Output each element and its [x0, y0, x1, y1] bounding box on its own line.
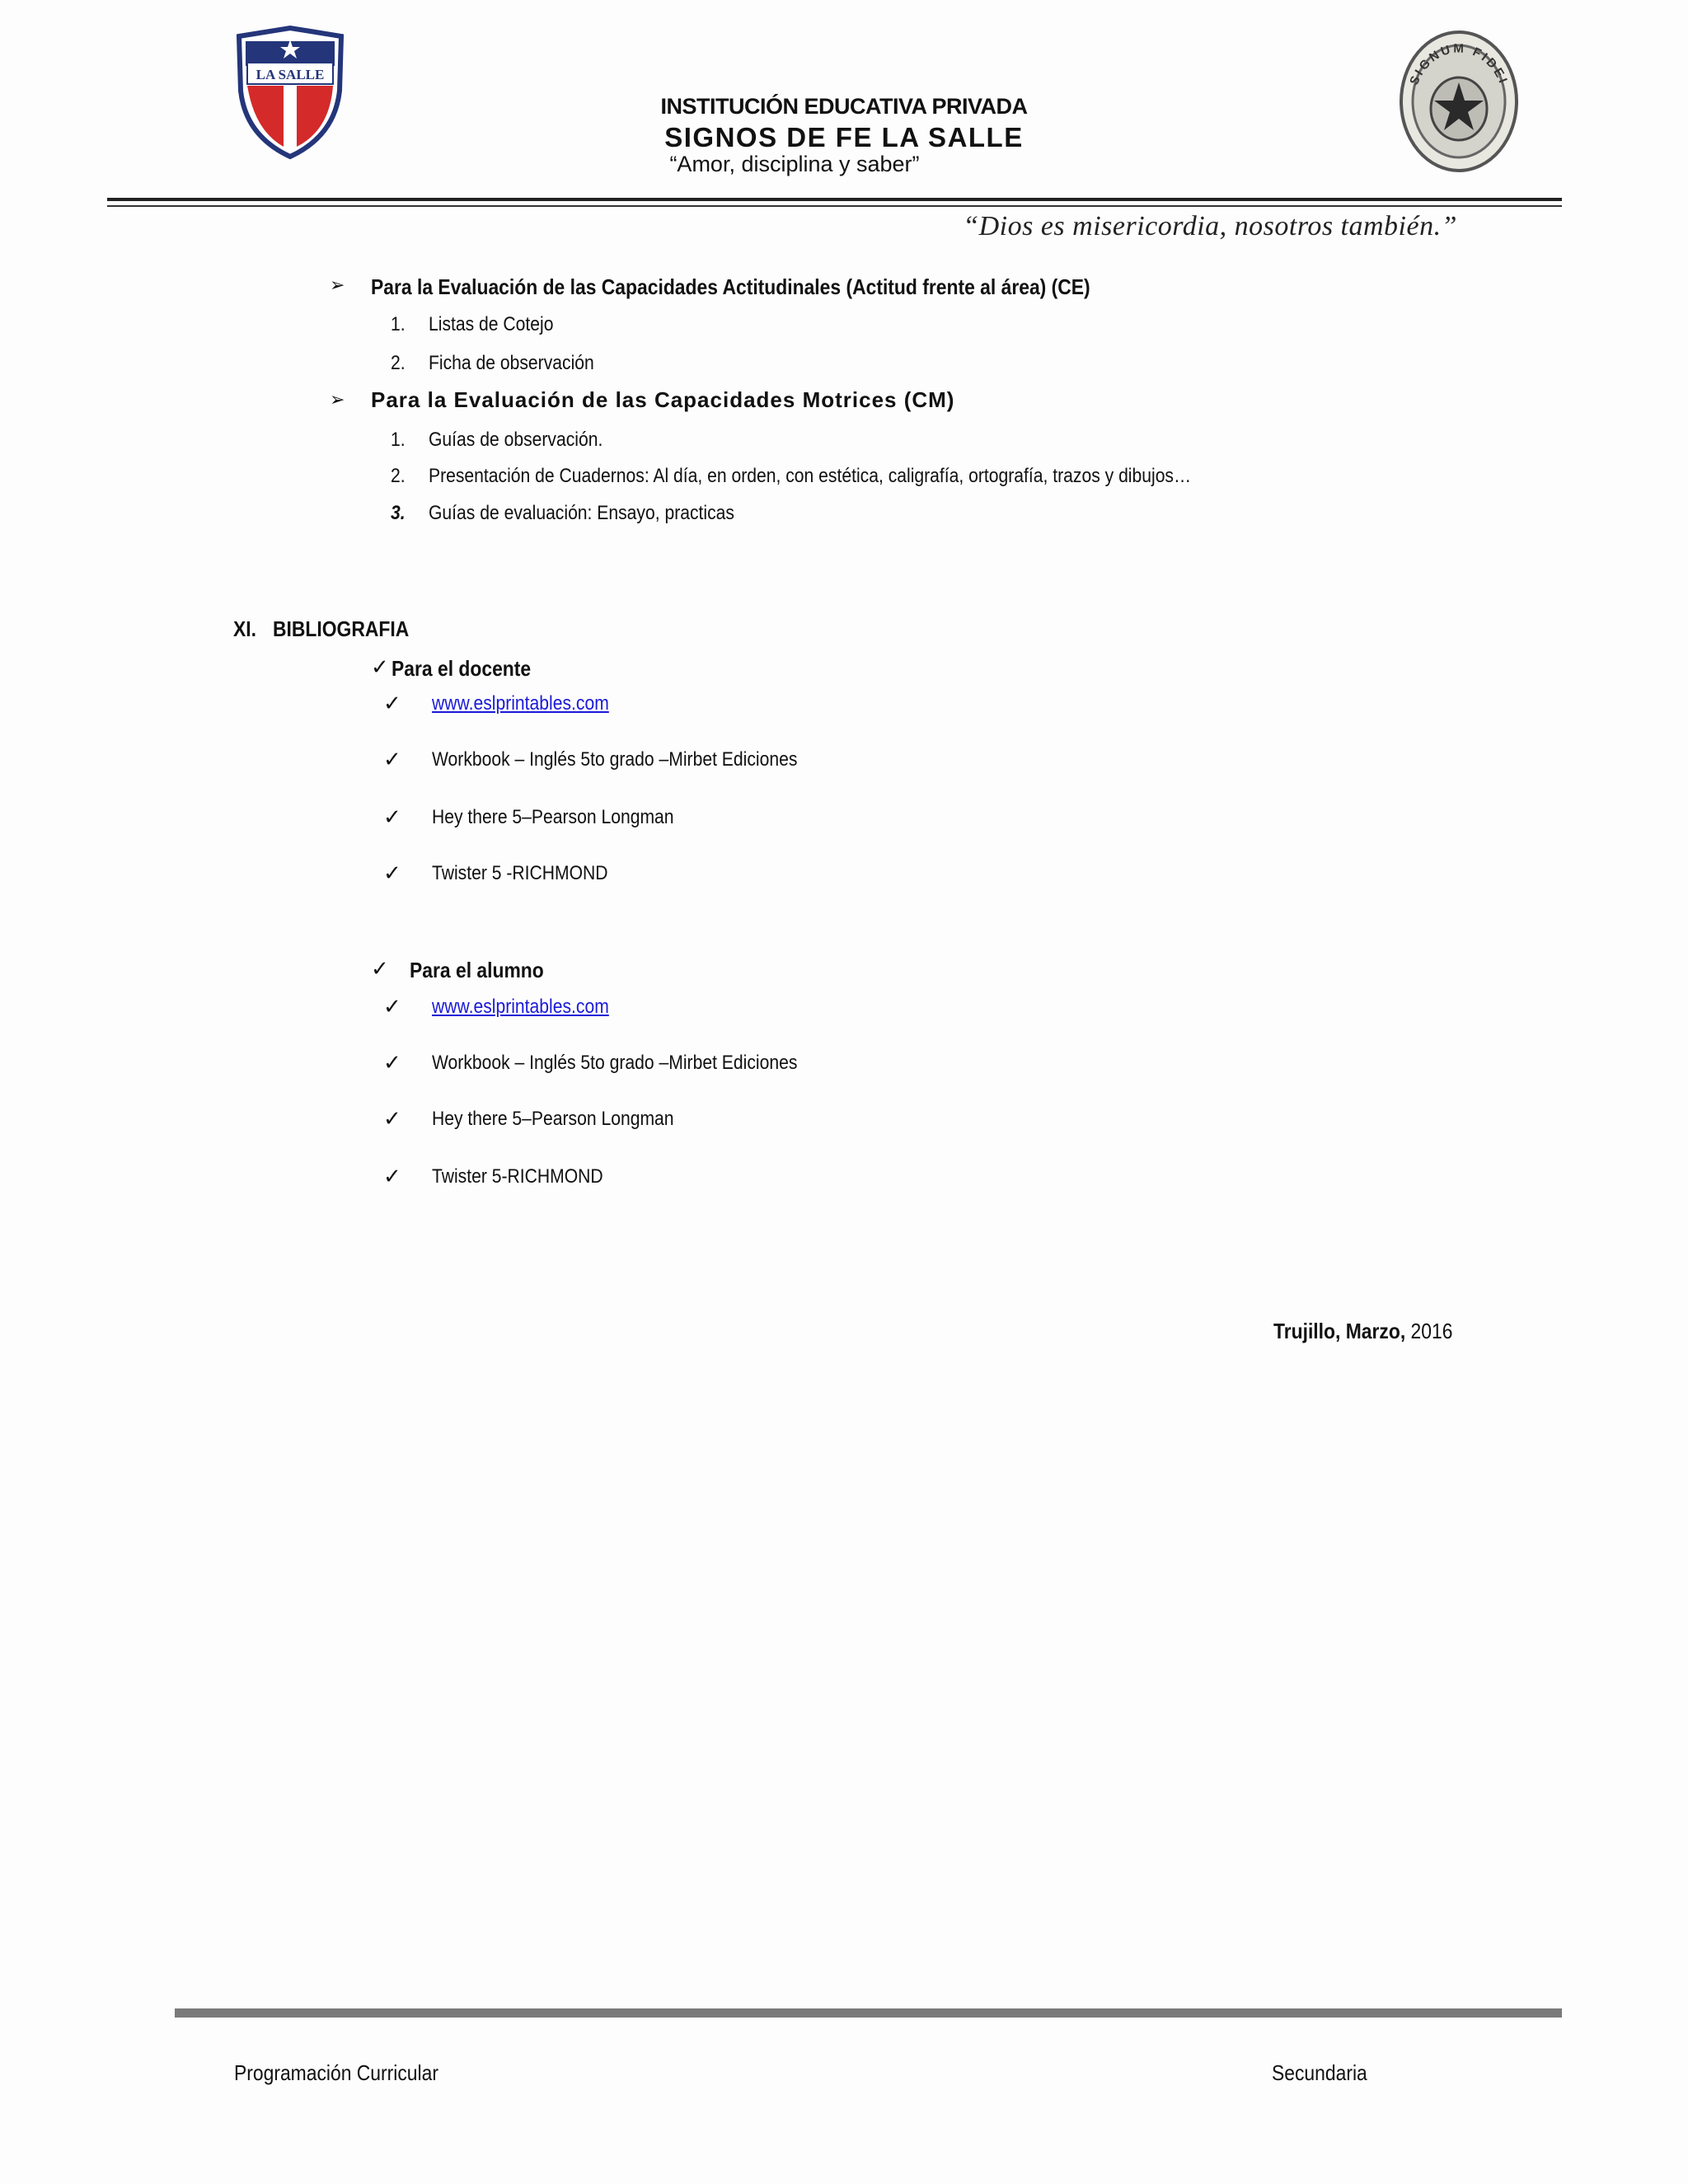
bibliography-item: Hey there 5–Pearson Longman: [432, 1108, 674, 1130]
section-title: BIBLIOGRAFIA: [273, 616, 410, 641]
attitudinal-heading: Para la Evaluación de las Capacidades Actitudinales (Actitud frente al área) (CE): [371, 274, 1090, 299]
institution-type: INSTITUCIÓN EDUCATIVA PRIVADA: [660, 94, 1028, 119]
bibliography-item: Hey there 5–Pearson Longman: [432, 806, 674, 828]
check-icon: ✓: [383, 747, 401, 771]
bibliography-item: Twister 5 -RICHMOND: [432, 862, 608, 884]
list-item-number: 1.: [391, 313, 406, 335]
footer-left: Programación Curricular: [234, 2060, 438, 2085]
check-icon: ✓: [371, 654, 389, 679]
check-icon: ✓: [383, 1164, 401, 1188]
header-rule: [107, 198, 1562, 201]
arrow-bullet-icon: ➢: [330, 274, 345, 295]
list-item: Ficha de observación: [429, 352, 594, 374]
check-icon: ✓: [383, 1106, 401, 1131]
check-icon: ✓: [371, 956, 389, 981]
logo-text: LA SALLE: [256, 67, 325, 82]
student-heading: Para el alumno: [410, 958, 544, 982]
list-item-number: 1.: [391, 429, 406, 451]
list-item-number: 2.: [391, 352, 406, 374]
student-link[interactable]: www.eslprintables.com: [432, 996, 609, 1018]
place-date-bold: Trujillo, Marzo,: [1273, 1319, 1406, 1343]
check-icon: ✓: [383, 804, 401, 829]
header-rule-thin: [107, 205, 1562, 207]
list-item: Guías de evaluación: Ensayo, practicas: [429, 502, 734, 524]
list-item-number: 2.: [391, 465, 406, 487]
bibliography-item: Twister 5-RICHMOND: [432, 1165, 603, 1188]
list-item: Guías de observación.: [429, 429, 603, 451]
check-icon: ✓: [383, 860, 401, 885]
list-item: Presentación de Cuadernos: Al día, en orden, con estética, caligrafía, ortografía, trazos y dibujos…: [429, 465, 1192, 487]
check-icon: ✓: [383, 691, 401, 715]
list-item-number: 3.: [391, 502, 406, 524]
place-date-year: 2016: [1405, 1319, 1453, 1343]
footer-rule: [175, 2008, 1562, 2018]
header-quote: “Dios es misericordia, nosotros también.”: [963, 211, 1457, 241]
place-date: [1273, 1319, 1452, 1344]
arrow-bullet-icon: ➢: [330, 389, 345, 410]
bibliography-item: Workbook – Inglés 5to grado –Mirbet Ediciones: [432, 748, 798, 771]
footer-right: Secundaria: [1272, 2060, 1367, 2085]
motor-heading: Para la Evaluación de las Capacidades Motrices (CM): [371, 387, 955, 412]
teacher-link[interactable]: www.eslprintables.com: [432, 692, 609, 715]
institution-motto: “Amor, disciplina y saber”: [669, 152, 920, 176]
institution-name: SIGNOS DE FE LA SALLE: [664, 122, 1024, 152]
section-numeral: XI.: [233, 616, 256, 641]
teacher-heading: Para el docente: [392, 656, 532, 681]
check-icon: ✓: [383, 1050, 401, 1075]
list-item: Listas de Cotejo: [429, 313, 554, 335]
check-icon: ✓: [383, 994, 401, 1019]
bibliography-item: Workbook – Inglés 5to grado –Mirbet Ediciones: [432, 1052, 798, 1074]
seal-text: SIGNUM FIDEI: [1407, 41, 1511, 87]
